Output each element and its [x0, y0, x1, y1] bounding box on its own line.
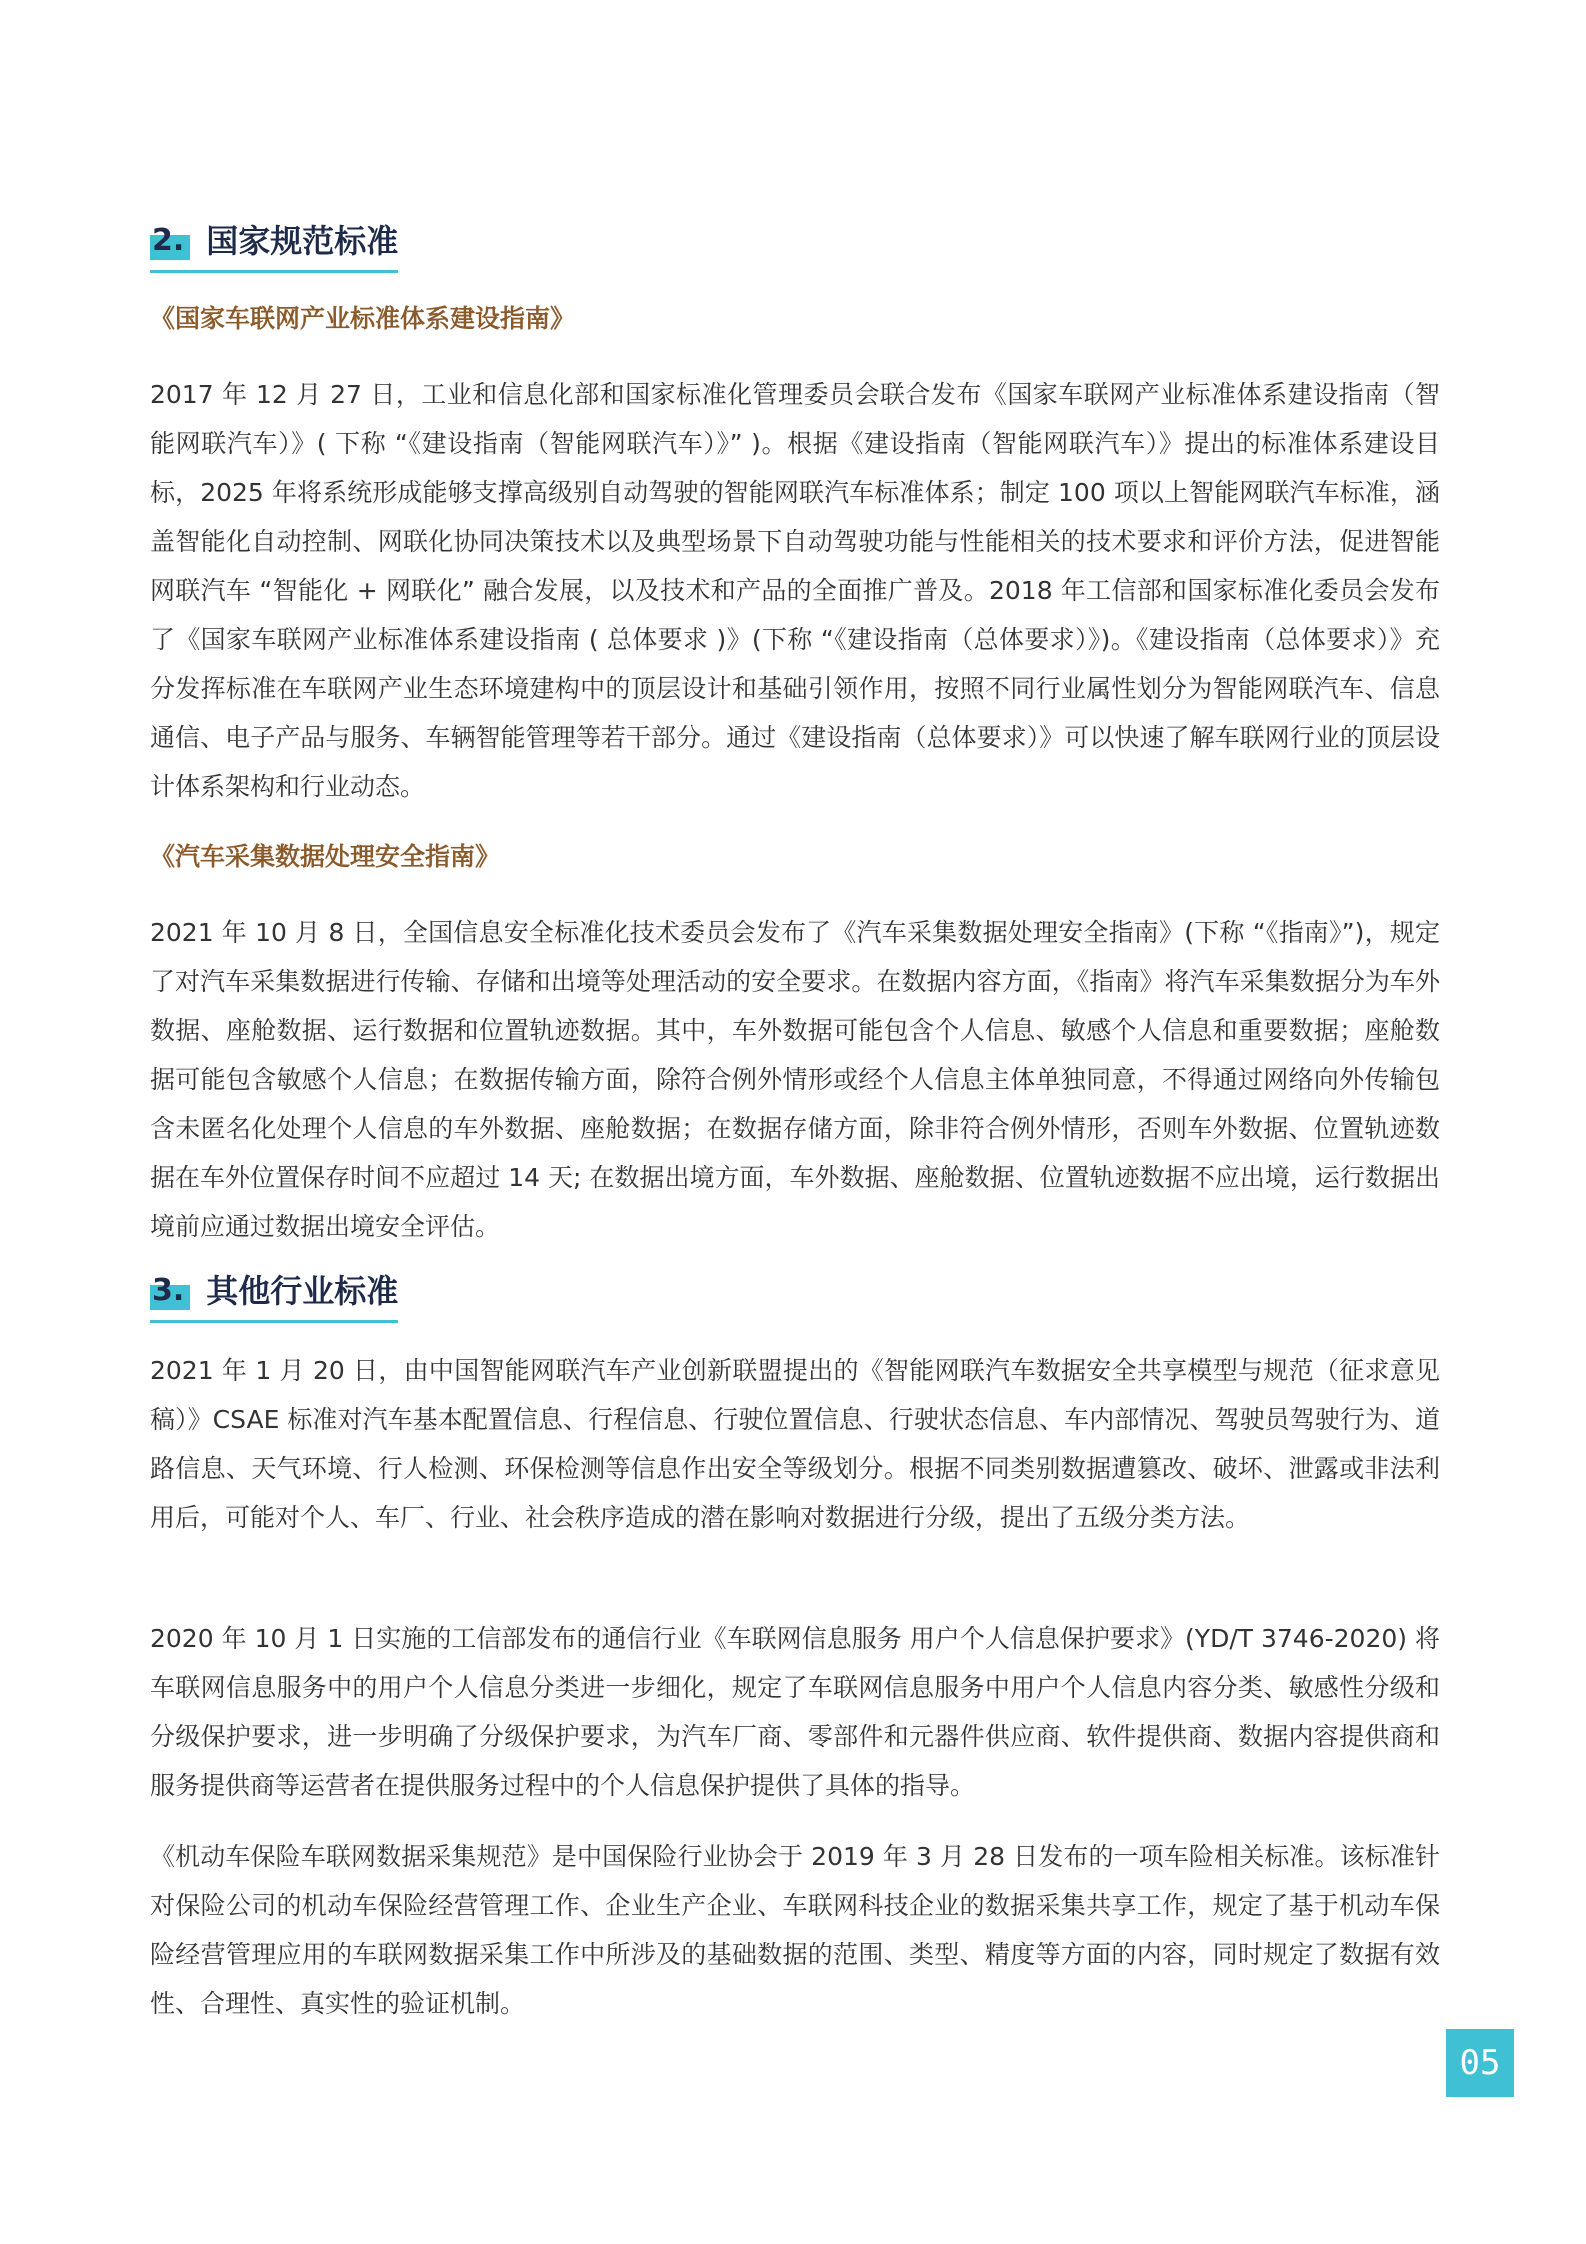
section-heading-3: [150, 1272, 398, 1323]
page-number: 05: [1446, 2029, 1514, 2097]
subheading-automotive-data-guide: 《汽车采集数据处理安全指南》: [150, 842, 501, 871]
paragraph-3: 2021 年 1 月 20 日，由中国智能网联汽车产业创新联盟提出的《智能网联汽车数据安全共享模型与规范（征求意见稿）》CSAE 标准对汽车基本配置信息、行程信息、行驶位置信息、行驶状态信息、车内部情况、驾驶员驾驶行为、道路信息、天气环境、行人检测、环保检测等信息作出安全等级划分。根据不同类别数据遭篡改、破坏、泄露或非法利用后，可能对个人、车厂、行业、社会秩序造成的潜在影响对数据进行分级，提出了五级分类方法。: [150, 1356, 1440, 1532]
section-number: 3.: [150, 1272, 190, 1310]
section-title: 国家规范标准: [206, 222, 399, 260]
section-heading-2: [150, 222, 398, 273]
section-number: 2.: [150, 222, 190, 260]
section-title: 其他行业标准: [206, 1272, 399, 1310]
subheading-vehicle-network-standard: 《国家车联网产业标准体系建设指南》: [150, 304, 576, 333]
paragraph-5: 《机动车保险车联网数据采集规范》是中国保险行业协会于 2019 年 3 月 28 日发布的一项车险相关标准。该标准针对保险公司的机动车保险经营管理工作、企业生产企业、车联网科技企业的数据采集共享工作，规定了基于机动车保险经营管理应用的车联网数据采集工作中所涉及的基础数据的范围、类型、精度等方面的内容，同时规定了数据有效性、合理性、真实性的验证机制。: [150, 1842, 1440, 2018]
paragraph-1: 2017 年 12 月 27 日，工业和信息化部和国家标准化管理委员会联合发布《国家车联网产业标准体系建设指南（智能网联汽车）》( 下称 “《建设指南（智能网联汽车）》” )。根据《建设指南（智能网联汽车）》提出的标准体系建设目标，2025 年将系统形成能够支撑高级别自动驾驶的智能网联汽车标准体系；制定 100 项以上智能网联汽车标准，涵盖智能化自动控制、网联化协同决策技术以及典型场景下自动驾驶功能与性能相关的技术要求和评价方法，促进智能网联汽车 “智能化 + 网联化” 融合发展，以及技术和产品的全面推广普及。2018 年工信部和国家标准化委员会发布了《国家车联网产业标准体系建设指南 ( 总体要求 )》(下称 “《建设指南（总体要求）》)。《建设指南（总体要求）》充分发挥标准在车联网产业生态环境建构中的顶层设计和基础引领作用，按照不同行业属性划分为智能网联汽车、信息通信、电子产品与服务、车辆智能管理等若干部分。通过《建设指南（总体要求）》可以快速了解车联网行业的顶层设计体系架构和行业动态。: [150, 380, 1440, 801]
paragraph-4: 2020 年 10 月 1 日实施的工信部发布的通信行业《车联网信息服务 用户个人信息保护要求》(YD/T 3746-2020) 将车联网信息服务中的用户个人信息分类进一步细化，规定了车联网信息服务中用户个人信息内容分类、敏感性分级和分级保护要求，进一步明确了分级保护要求，为汽车厂商、零部件和元器件供应商、软件提供商、数据内容提供商和服务提供商等运营者在提供服务过程中的个人信息保护提供了具体的指导。: [150, 1624, 1440, 1800]
paragraph-2: 2021 年 10 月 8 日，全国信息安全标准化技术委员会发布了《汽车采集数据处理安全指南》(下称 “《指南》”)，规定了对汽车采集数据进行传输、存储和出境等处理活动的安全要求。在数据内容方面，《指南》将汽车采集数据分为车外数据、座舱数据、运行数据和位置轨迹数据。其中，车外数据可能包含个人信息、敏感个人信息和重要数据；座舱数据可能包含敏感个人信息；在数据传输方面，除符合例外情形或经个人信息主体单独同意，不得通过网络向外传输包含未匿名化处理个人信息的车外数据、座舱数据；在数据存储方面，除非符合例外情形，否则车外数据、位置轨迹数据在车外位置保存时间不应超过 14 天; 在数据出境方面，车外数据、座舱数据、位置轨迹数据不应出境，运行数据出境前应通过数据出境安全评估。: [150, 918, 1440, 1241]
